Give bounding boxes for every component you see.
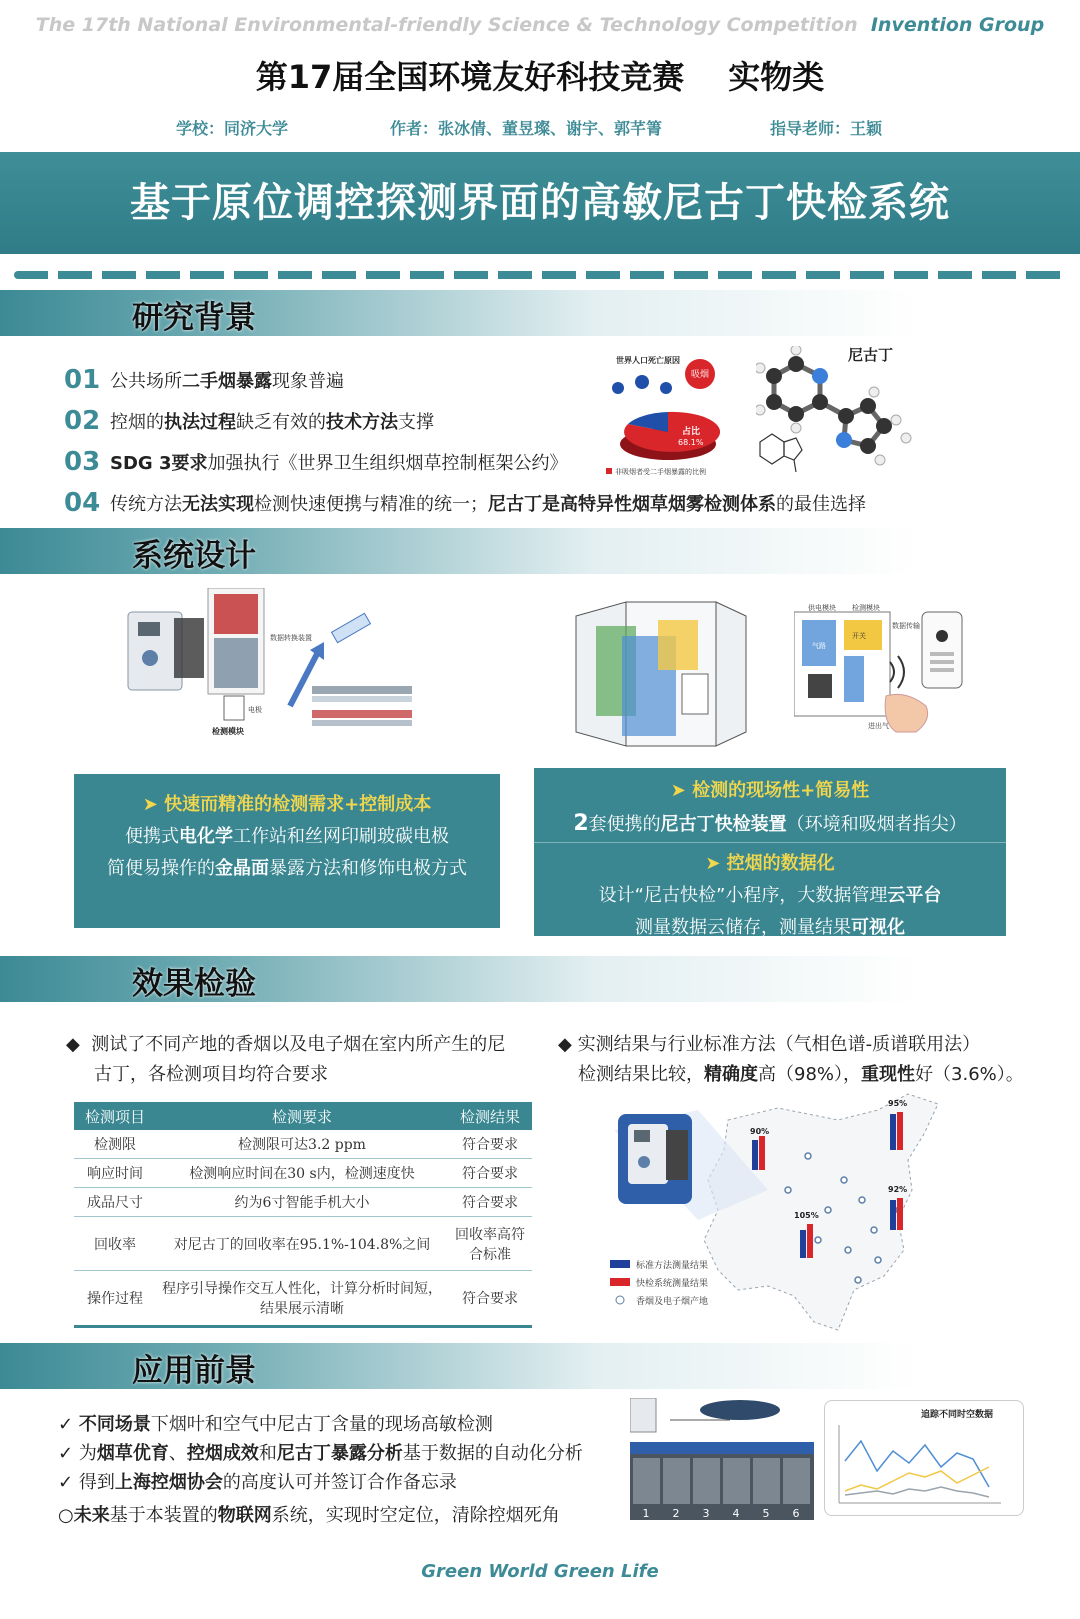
section-header-prospect <box>0 1343 1080 1389</box>
section-header-results <box>0 956 1080 1002</box>
authors: 作者：张冰倩、董昱璨、谢宇、郭芊箐 <box>390 119 663 138</box>
text: 检测结果比较， <box>578 1064 704 1085</box>
circle-icon: ○ <box>58 1505 74 1526</box>
system-block-svg <box>794 604 970 742</box>
results-table <box>74 1102 532 1328</box>
bar-standard <box>752 1140 758 1170</box>
results-bullet-right <box>558 1030 1058 1090</box>
molecule-label: 尼古丁 <box>848 346 894 364</box>
section-title: 系统设计 <box>132 538 256 574</box>
panel-line <box>74 854 500 880</box>
competition-title: 第17届全国环境友好科技竞赛 <box>255 58 685 96</box>
text: 实测结果与行业标准方法（气相色谱-质谱联用法） <box>577 1034 981 1055</box>
photo-number: 5 <box>762 1507 770 1520</box>
bold-text: 未来 <box>73 1505 110 1526</box>
table-cell: 响应时间 <box>74 1159 156 1188</box>
table-row <box>74 1271 532 1327</box>
english-group: Invention Group <box>870 14 1045 36</box>
text: 控烟的 <box>110 412 164 433</box>
bold-text: 云平台 <box>887 885 942 906</box>
gas2-label: 进出气 <box>868 722 889 730</box>
bold-text: 技术方法 <box>326 412 398 433</box>
nicotine-molecule-figure <box>756 346 916 480</box>
bold-text: 执法过程 <box>164 412 236 433</box>
check-icon: ✓ <box>58 1443 74 1464</box>
table-cell: 约为6寸智能手机大小 <box>156 1188 448 1217</box>
bar-fast <box>807 1224 813 1258</box>
text: 加强执行《世界卫生组织烟草控制框架公约》 <box>207 453 568 474</box>
column-header: 检测项目 <box>74 1102 156 1130</box>
bar-standard <box>890 1114 896 1150</box>
column-header: 检测要求 <box>156 1102 448 1130</box>
text: 套便携的 <box>588 814 661 835</box>
bar-label: 92% <box>888 1185 908 1194</box>
table-cell: 对尼古丁的回收率在95.1%-104.8%之间 <box>156 1217 448 1271</box>
chinese-header <box>0 52 1080 98</box>
text: 的最佳选择 <box>776 494 866 515</box>
cause-dot <box>612 382 624 394</box>
legend-swatch <box>610 1260 630 1268</box>
item-number: 01 <box>64 365 101 395</box>
panel-heading: ➤ 检测的现场性+简易性 <box>670 780 870 801</box>
legend-label: 快检系统测量结果 <box>636 1279 709 1289</box>
map-svg <box>608 1090 1028 1340</box>
text: 和 <box>258 1443 277 1464</box>
text: 便携式 <box>125 826 179 847</box>
check-icon: ✓ <box>58 1414 74 1435</box>
bold-text: 精确度 <box>704 1064 758 1085</box>
section-header-background <box>0 290 1080 336</box>
tracking-chart-figure <box>824 1400 1024 1516</box>
bold-text: 烟草优育 <box>96 1443 169 1464</box>
bold-text: 金晶面 <box>215 858 269 879</box>
cause-dot <box>635 375 649 389</box>
detect-label: 检测模块 <box>852 604 880 612</box>
text: 基于数据的自动化分析 <box>402 1443 583 1464</box>
table-cell: 成品尺寸 <box>74 1188 156 1217</box>
project-title: 基于原位调控探测界面的高敏尼古丁快检系统 <box>0 152 1080 254</box>
table-cell: 检测限 <box>74 1130 156 1159</box>
english-title: The 17th National Environmental-friendly Science & Technology Competition <box>35 14 858 36</box>
background-item <box>64 362 344 398</box>
panel-line <box>534 810 1006 843</box>
bold-text: 尼古丁暴露分析 <box>276 1443 403 1464</box>
section-title: 研究背景 <box>132 300 256 336</box>
text: 系统，实现时空定位，清除控烟死角 <box>271 1505 560 1526</box>
competition-category: 实物类 <box>728 58 825 96</box>
gas-label: 气路 <box>812 642 826 650</box>
data-label: 数据传输 <box>892 622 920 630</box>
bullet-line: ◆ 实测结果与行业标准方法（气相色谱-质谱联用法） <box>558 1034 981 1055</box>
table-cell: 检测限可达3.2 ppm <box>156 1130 448 1159</box>
table-row <box>74 1217 532 1271</box>
smoke-label: 吸烟 <box>690 370 710 380</box>
scene-photo-figure <box>630 1398 814 1520</box>
english-header <box>0 14 1080 36</box>
bar-fast <box>897 1198 903 1230</box>
module-label: 检测模块 <box>212 727 244 736</box>
panel-line <box>534 913 1006 939</box>
bar-label: 95% <box>888 1099 908 1108</box>
table-cell: 符合要求 <box>448 1188 532 1217</box>
bold-text: 控烟成效 <box>186 1443 259 1464</box>
panel-line <box>74 822 500 848</box>
bold-text: 尼古丁快检装置 <box>660 814 787 835</box>
panel-heading: ➤ 控烟的数据化 <box>705 853 835 874</box>
heading-text: 控烟的数据化 <box>726 853 835 874</box>
photo-number: 3 <box>702 1507 710 1520</box>
school: 学校：同济大学 <box>176 119 289 138</box>
item-number: 04 <box>64 488 101 518</box>
photo-number: 4 <box>732 1507 740 1520</box>
bar-label: 90% <box>750 1127 770 1136</box>
table-cell: 操作过程 <box>74 1271 156 1327</box>
electrode-label: 电极 <box>248 706 262 714</box>
bullet-line <box>558 1060 1058 1090</box>
table-cell: 符合要求 <box>448 1159 532 1188</box>
death-cause-figure <box>604 352 730 478</box>
text: （环境和吸烟者指尖） <box>786 814 967 835</box>
text: 简便易操作的 <box>107 858 215 879</box>
check-icon: ✓ <box>58 1472 74 1493</box>
pie-legend: 非吸烟者受二手烟暴露的比例 <box>615 468 706 476</box>
prospect-item <box>58 1439 583 1469</box>
text: 、 <box>168 1443 187 1464</box>
text: 古丁，各检测项目均符合要求 <box>94 1064 328 1085</box>
legend-label: 香烟及电子烟产地 <box>636 1297 709 1307</box>
device-svg <box>124 588 424 758</box>
background-item <box>64 444 567 480</box>
bar-label: 105% <box>794 1211 819 1220</box>
footer-slogan: Green World Green Life <box>421 1561 659 1582</box>
table-row <box>74 1188 532 1217</box>
design-panel-left <box>74 774 500 928</box>
photo-number: 2 <box>672 1507 680 1520</box>
bullet-line <box>66 1060 546 1090</box>
text: 测量数据云储存，测量结果 <box>635 917 851 938</box>
section-header-design <box>0 528 1080 574</box>
pie-svg <box>604 352 730 478</box>
table-cell: 检测响应时间在30 s内，检测速度快 <box>156 1159 448 1188</box>
pie-share-value: 68.1% <box>678 438 704 447</box>
item-number: 03 <box>64 447 101 477</box>
cause-dot <box>660 382 672 394</box>
meta-line <box>0 116 1080 140</box>
device-3d-figure <box>566 596 756 754</box>
pie-share-label: 占比 <box>682 427 701 437</box>
text: 设计“尼古快检”小程序，大数据管理 <box>598 885 888 906</box>
text: 的高度认可并签订合作备忘录 <box>222 1472 457 1493</box>
background-item <box>64 403 434 439</box>
bold-text: 重现性 <box>861 1064 916 1085</box>
switch-label: 开关 <box>852 632 866 640</box>
photo-number: 6 <box>792 1507 800 1520</box>
table-cell: 符合要求 <box>448 1130 532 1159</box>
prospect-item <box>58 1410 493 1440</box>
bold-text: 二手烟暴露 <box>182 371 272 392</box>
text: 为 <box>78 1443 97 1464</box>
heading-text: 检测的现场性+简易性 <box>692 780 870 801</box>
table-row <box>74 1159 532 1188</box>
legend-swatch <box>610 1278 630 1286</box>
heading-text: 快速而精准的检测需求+控制成本 <box>164 794 432 815</box>
series-line <box>845 1487 989 1497</box>
background-item <box>64 485 866 521</box>
text: 基于本装置的 <box>109 1505 218 1526</box>
bold-text: SDG 3要求 <box>110 453 208 474</box>
table-cell: 回收率 <box>74 1217 156 1271</box>
bold-text: 可视化 <box>851 917 905 938</box>
item-number: 02 <box>64 406 101 436</box>
text: 下烟叶和空气中尼古丁含量的现场高敏检测 <box>150 1414 493 1435</box>
molecule-svg <box>756 346 916 480</box>
text: 暴露方法和修饰电极方式 <box>269 858 467 879</box>
chart-title: 追踪不同时空数据 <box>921 1410 994 1420</box>
section-title: 应用前景 <box>132 1353 256 1389</box>
bar-fast <box>897 1112 903 1150</box>
bold-text: 尼古丁是高特异性烟草烟雾检测体系 <box>488 494 776 515</box>
series-line <box>845 1467 989 1491</box>
text: 工作站和丝网印刷玻碳电极 <box>233 826 449 847</box>
bold-text: 不同场景 <box>78 1414 151 1435</box>
scene-photo-svg <box>630 1398 814 1520</box>
bold-text: 上海控烟协会 <box>114 1472 223 1493</box>
text: 测试了不同产地的香烟以及电子烟在室内所产生的尼 <box>91 1034 506 1055</box>
column-header: 检测结果 <box>448 1102 532 1130</box>
text: 支撑 <box>398 412 434 433</box>
table-cell: 符合要求 <box>448 1271 532 1327</box>
power-label: 供电模块 <box>808 604 836 612</box>
prospect-item <box>58 1468 457 1498</box>
bold-text: 电化学 <box>179 826 233 847</box>
results-bullet-left <box>66 1030 546 1090</box>
legend-marker <box>616 1296 624 1304</box>
advisor: 指导老师：王颖 <box>770 119 883 138</box>
text: 得到 <box>78 1472 115 1493</box>
table-cell: 程序引导操作交互人性化，计算分析时间短，结果展示清晰 <box>156 1271 448 1327</box>
legend-swatch <box>606 468 612 474</box>
bold-text: 2 <box>573 811 589 836</box>
china-map-figure <box>608 1090 1028 1340</box>
legend-label: 标准方法测量结果 <box>636 1261 709 1271</box>
design-panel-right <box>534 768 1006 936</box>
text: 传统方法 <box>110 494 182 515</box>
device-module-figure <box>124 588 424 758</box>
text: 好（3.6%）。 <box>915 1064 1024 1085</box>
text: 高（98%）， <box>758 1064 862 1085</box>
photo-number: 1 <box>642 1507 650 1520</box>
bar-fast <box>759 1136 765 1170</box>
pie-title: 世界人口死亡原因 <box>616 356 680 365</box>
text: 公共场所 <box>110 371 182 392</box>
conversion-label: 数据转换装置 <box>270 634 312 642</box>
bold-text: 物联网 <box>217 1505 272 1526</box>
panel-line <box>534 881 1006 907</box>
section-title: 效果检验 <box>132 966 256 1002</box>
series-line <box>845 1441 989 1487</box>
text: 现象普遍 <box>272 371 344 392</box>
table-cell: 回收率高符合标准 <box>448 1217 532 1271</box>
tracking-chart-svg <box>825 1401 1025 1517</box>
bar-standard <box>890 1200 896 1230</box>
device-3d-svg <box>566 596 756 754</box>
text: 缺乏有效的 <box>236 412 326 433</box>
bullet-line: ◆ 测试了不同产地的香烟以及电子烟在室内所产生的尼 <box>66 1034 506 1055</box>
table-header-row <box>74 1102 532 1130</box>
prospect-future <box>58 1501 560 1531</box>
system-block-figure <box>794 604 970 742</box>
dashed-divider <box>14 271 1066 279</box>
panel-heading: ➤ 快速而精准的检测需求+控制成本 <box>142 794 432 815</box>
table-row <box>74 1130 532 1159</box>
bar-standard <box>800 1230 806 1258</box>
text: 检测快速便携与精准的统一； <box>254 494 488 515</box>
bold-text: 无法实现 <box>182 494 254 515</box>
